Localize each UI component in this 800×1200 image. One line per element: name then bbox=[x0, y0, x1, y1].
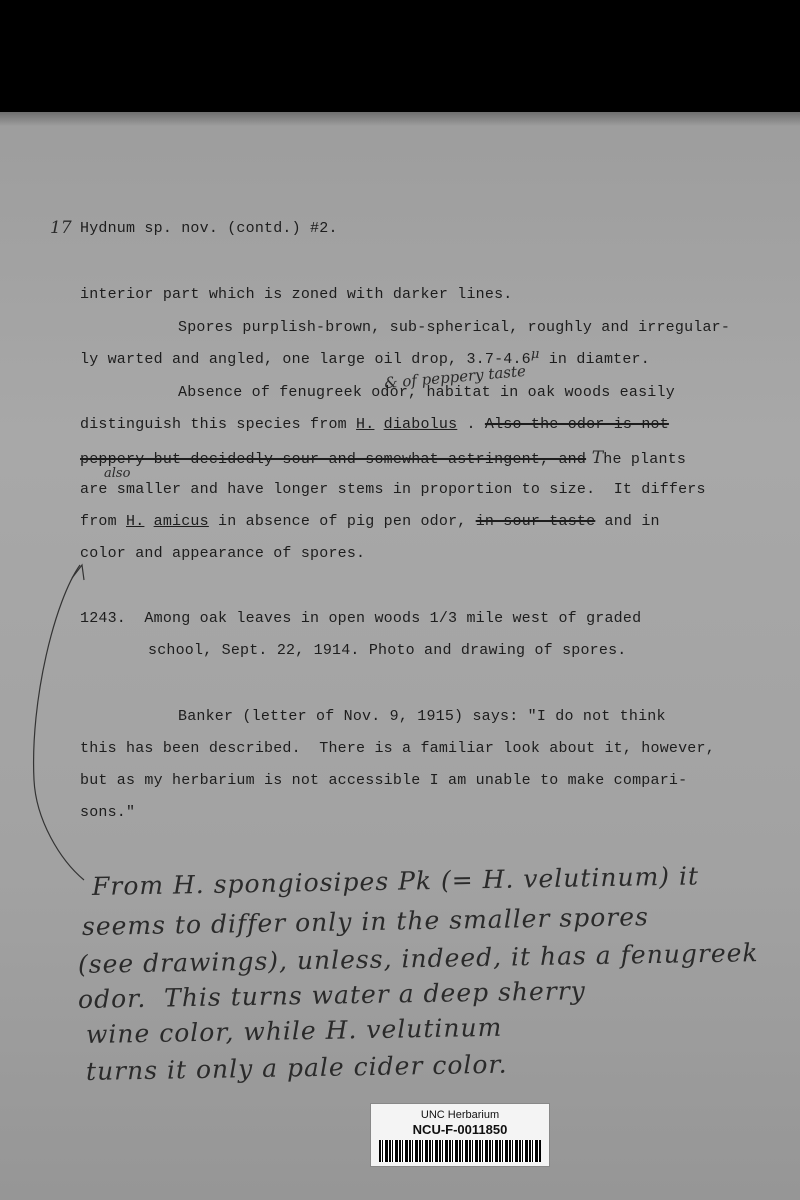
body-line-1: interior part which is zoned with darker lines. bbox=[80, 286, 513, 303]
margin-number: 17 bbox=[50, 218, 72, 238]
barcode bbox=[379, 1140, 541, 1162]
page-title: Hydnum sp. nov. (contd.) #2. bbox=[80, 220, 338, 237]
handwritten-line-5: wine color, while H. velutinum bbox=[85, 1012, 503, 1049]
collection-line-1: 1243. Among oak leaves in open woods 1/3 mile west of graded bbox=[80, 610, 642, 627]
handwritten-line-2: seems to differ only in the smaller spores bbox=[81, 902, 650, 941]
body-line-5: distinguish this species from H. diabolus . Also the odor is not bbox=[80, 416, 669, 433]
handwritten-line-4: odor. This turns water a deep sherry bbox=[77, 976, 587, 1014]
body-line-6: peppery but decidedly sour and somewhat astringent, and The plants bbox=[80, 448, 687, 468]
handwritten-line-1: From H. spongiosipes Pk (= H. velutinum) it bbox=[91, 861, 700, 901]
body-line-4: Absence of fenugreek odor, habitat in oak woods easily bbox=[178, 384, 675, 401]
banker-line-1: Banker (letter of Nov. 9, 1915) says: "I do not think bbox=[178, 708, 666, 725]
body-line-7: are smaller and have longer stems in proportion to size. It differs bbox=[80, 481, 706, 498]
banker-line-2: this has been described. There is a familiar look about it, however, bbox=[80, 740, 715, 757]
handwritten-line-6: turns it only a pale cider color. bbox=[85, 1049, 508, 1086]
banker-line-3: but as my herbarium is not accessible I am unable to make compari- bbox=[80, 772, 688, 789]
body-line-2: Spores purplish-brown, sub-spherical, roughly and irregular- bbox=[178, 319, 731, 336]
herbarium-name: UNC Herbarium bbox=[420, 1109, 500, 1121]
handwritten-line-3: (see drawings), unless, indeed, it has a fenugreek bbox=[77, 938, 759, 979]
body-line-8: from H. amicus in absence of pig pen odor, in sour taste and in bbox=[80, 513, 660, 530]
body-line-3: ly warted and angled, one large oil drop, 3.7-4.6μ in diamter. bbox=[80, 347, 650, 368]
collection-line-2: school, Sept. 22, 1914. Photo and drawing of spores. bbox=[148, 642, 627, 659]
insert-also: also bbox=[104, 466, 131, 481]
body-line-9: color and appearance of spores. bbox=[80, 545, 366, 562]
banker-line-4: sons." bbox=[80, 804, 136, 821]
herbarium-barcode-label bbox=[370, 1103, 550, 1167]
specimen-code: NCU-F-0011850 bbox=[412, 1122, 508, 1137]
insert-peppery-taste: & of peppery taste bbox=[383, 361, 527, 393]
